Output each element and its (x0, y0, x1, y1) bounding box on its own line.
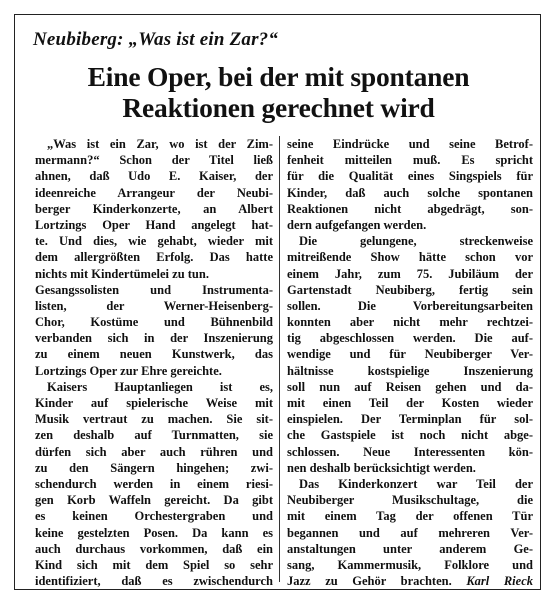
text-line: dem allergrößten Erfolg. Das hatte (35, 250, 273, 265)
text-line: Das Kinderkonzert war Teil der (299, 476, 533, 491)
headline-line-1: Eine Oper, bei der mit spontanen (87, 61, 470, 92)
text-line: zu den Sängern hingehen; zwi- (35, 460, 273, 475)
text-line: sollen. Die Vorbereitungsarbeiten (287, 298, 533, 313)
text-line: mit einem Tag der offenen Tür (287, 509, 533, 524)
text-line: ahnen, daß Udo E. Kaiser, der (35, 169, 273, 184)
text-line: berger Kinderkonzerte, an Albert (35, 201, 273, 216)
text-line: „Was ist ein Zar, wo ist der Zim- (47, 137, 273, 151)
text-line: es keinen Orchestergraben und (35, 509, 273, 524)
text-line: dürfen sich aber auch rühren und (35, 444, 273, 459)
text-line: hältnisse kostspielige Inszenierung (287, 363, 533, 378)
text-line: Lortzings Oper zur Ehre gereichte. (35, 363, 222, 378)
text-line: tig abgeschlossen werden. Die auf- (287, 331, 533, 346)
text-line: fenheit mitteilen muß. Es spricht (287, 153, 533, 168)
text-line: anstaltungen unter anderem Ge- (287, 541, 533, 556)
text-line-content: Jazz zu Gehör brachten. (287, 574, 467, 589)
text-line: begannen und auf mehreren Ver- (287, 525, 533, 540)
text-line: konnten aber nicht mehr rechtzei- (287, 315, 533, 330)
text-line: nichts mit Kindertümelei zu tun. (35, 266, 209, 281)
text-line: wendige und für Neubiberger Ver- (287, 347, 533, 362)
author-byline: Karl Rieck (466, 574, 533, 589)
article-column-left (35, 136, 273, 589)
text-line: identifiziert, daß es zwischendurch (35, 574, 273, 589)
newspaper-clipping (14, 14, 541, 590)
column-divider (279, 136, 280, 582)
text-line: zu einem neuen Kunstwerk, das (35, 347, 273, 362)
text-line: Kinder auf spielerische Weise mit (35, 396, 273, 410)
text-line: dern aufgefangen werden. (287, 217, 427, 232)
article-headline (15, 61, 541, 123)
text-line: che Gastspiele ist noch nicht abge- (287, 428, 533, 443)
text-line: soll nun auf Reisen gehen und da- (287, 379, 533, 394)
text-line: Die gelungene, streckenweise (299, 234, 533, 249)
text-line: Kinder, daß auch solche spontanen (287, 185, 533, 200)
text-line: einspielen. Der Terminplan für sol- (287, 412, 533, 427)
text-line: Reaktionen nicht abgedrägt, son- (287, 201, 533, 216)
text-line: gen Korb Waffeln gereicht. Da gibt (35, 493, 273, 508)
text-line: mermann?“ Schon der Titel ließ (35, 153, 273, 168)
text-line: auch durchaus vorkommen, daß ein (35, 541, 273, 556)
text-line: sang, Kammermusik, Folklore und (287, 557, 533, 572)
text-line: ideenreiche Arrangeur der Neubi- (35, 185, 273, 200)
text-line: mit einen Teil der Kosten wieder (287, 396, 533, 410)
text-line: einem Jahr, zum 75. Jubiläum der (287, 266, 533, 281)
text-line: te. Und dies, wie gehabt, wieder mit (35, 234, 273, 249)
article-kicker: Neubiberg: „Was ist ein Zar?“ (33, 29, 279, 50)
text-line: nen deshalb berücksichtigt werden. (287, 460, 476, 475)
text-line: Lortzings Oper Hand angelegt hat- (35, 217, 273, 232)
text-line: Neubiberger Musikschultage, die (287, 493, 533, 508)
text-line: listen, der Werner-Heisenberg- (35, 298, 273, 313)
text-line: Musik vertraut zu machen. Sie sit- (35, 412, 273, 427)
text-line: mitreißende Show hätte schon vor (287, 250, 533, 265)
article-column-right (287, 136, 533, 589)
text-line: zen deshalb auf Turnmatten, sie (35, 428, 273, 443)
text-line: verbanden sich in der Inszenierung (35, 331, 273, 346)
text-line: schendurch werden in einem riesi- (35, 476, 273, 491)
text-line: keine gestelzten Posen. Da kann es (35, 525, 273, 540)
text-line: Gesangssolisten und Instrumenta- (35, 282, 273, 297)
headline-line-2: Reaktionen gerechnet wird (122, 92, 435, 123)
text-line (287, 573, 533, 589)
text-line: Kind sich mit dem Spiel so sehr (35, 557, 273, 572)
text-line: Chor, Kostüme und Bühnenbild (35, 315, 273, 330)
text-line: schlossen. Neue Interessenten kön- (287, 444, 533, 459)
text-line: Kaisers Hauptanliegen ist es, (47, 379, 273, 394)
text-line: Gartenstadt Neubiberg, fertig sein (287, 282, 533, 297)
text-line: seine Eindrücke und seine Betrof- (287, 137, 533, 151)
text-line: für die Qualität eines Singspiels für (287, 169, 533, 184)
